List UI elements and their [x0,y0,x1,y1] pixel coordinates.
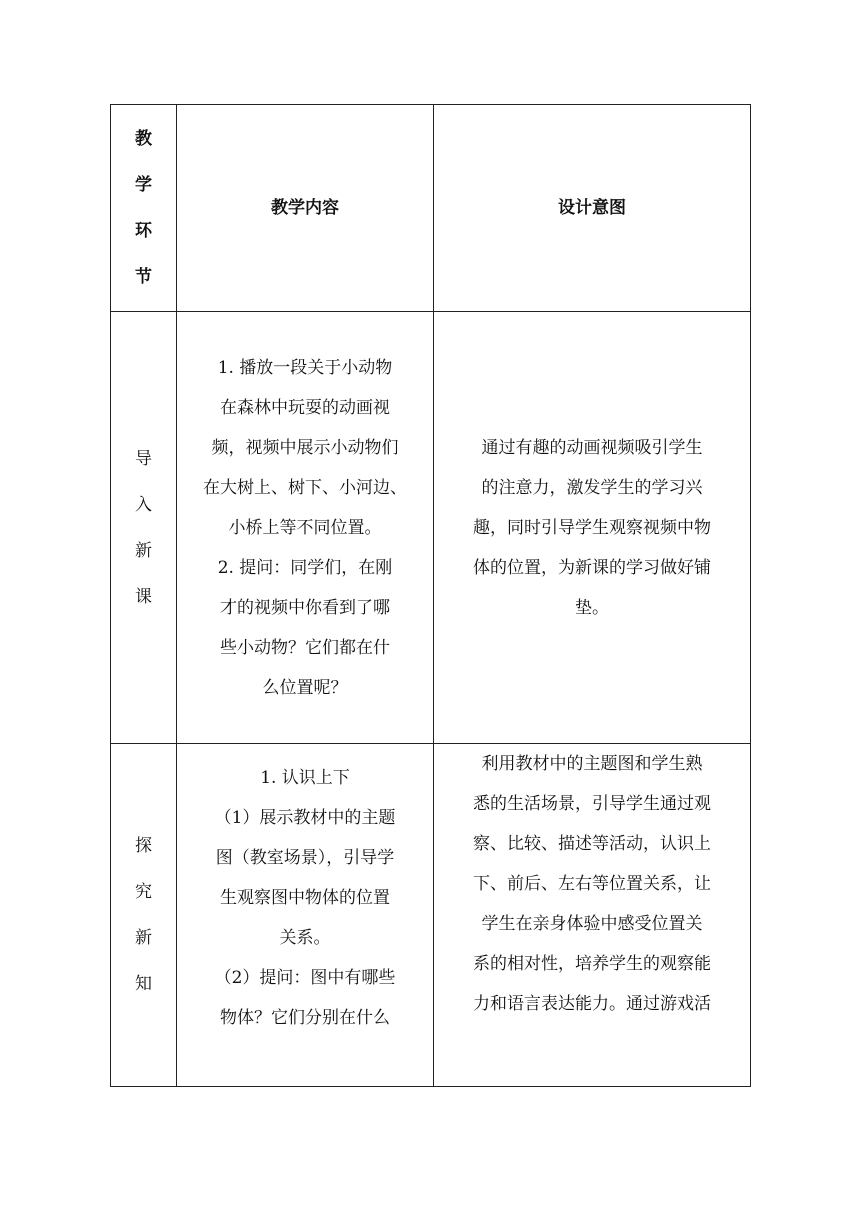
header-stage-char: 学 [135,175,152,195]
content-line: 频，视频中展示小动物们 [211,437,399,458]
intent-line: 垫。 [575,597,609,618]
content-line: 在森林中玩耍的动画视 [220,397,390,418]
header-intent-cell [434,105,751,312]
stage-char: 究 [135,882,152,902]
content-line: 些小动物？它们都在什 [220,637,390,658]
header-intent-label: 设计意图 [558,198,626,218]
content-line: 1. 认识上下 [260,768,350,788]
content-cell [177,744,434,1087]
header-content-cell [177,105,434,312]
intent-line: 通过有趣的动画视频吸引学生 [481,437,703,458]
content-line: 关系。 [279,928,331,948]
stage-label [111,436,176,620]
intent-text [434,428,750,628]
stage-label [111,823,176,1007]
stage-char: 课 [135,586,152,607]
stage-char: 新 [135,540,152,561]
intent-cell [434,744,751,1087]
stage-char: 导 [135,448,152,469]
intent-line: 的注意力，激发学生的学习兴 [481,477,703,498]
stage-cell [111,744,177,1087]
header-stage-char: 环 [135,221,152,241]
lesson-plan-table [110,104,751,1087]
header-stage-label [111,116,176,300]
stage-char: 新 [135,928,152,948]
stage-cell [111,312,177,744]
intent-line: 下、前后、左右等位置关系，让 [473,874,711,894]
header-stage-cell [111,105,177,312]
intent-text [434,744,750,1086]
header-content-label: 教学内容 [271,198,339,218]
stage-char: 知 [135,974,152,994]
intent-line: 利用教材中的主题图和学生熟 [481,754,703,774]
stage-char: 探 [135,836,152,856]
header-stage-char: 节 [135,267,152,287]
header-stage-char: 教 [135,129,152,149]
content-line: 图（教室场景），引导学 [215,848,395,868]
content-text [177,744,433,1086]
content-line: 2. 提问：同学们，在刚 [217,557,393,578]
intent-line: 学生在亲身体验中感受位置关 [481,914,703,934]
content-line: 才的视频中你看到了哪 [220,597,390,618]
content-line: 物体？它们分别在什么 [220,1008,390,1028]
intent-line: 悉的生活场景，引导学生通过观 [473,794,711,814]
intent-line: 力和语言表达能力。通过游戏活 [473,994,711,1014]
intent-cell [434,312,751,744]
intent-line: 系的相对性，培养学生的观察能 [473,954,711,974]
intent-line: 体的位置，为新课的学习做好铺 [473,557,711,578]
table-row [111,312,751,744]
content-line: （1）展示教材中的主题 [214,808,396,828]
content-line: 生观察图中物体的位置 [220,888,390,908]
content-line: （2）提问：图中有哪些 [214,968,396,988]
stage-char: 入 [135,494,152,515]
content-cell [177,312,434,744]
content-text [177,348,433,708]
content-line: 小桥上等不同位置。 [228,517,382,538]
table-row [111,744,751,1087]
intent-line: 趣，同时引导学生观察视频中物 [473,517,711,538]
content-line: 1. 播放一段关于小动物 [217,357,393,378]
content-line: 么位置呢？ [262,677,348,698]
content-line: 在大树上、树下、小河边、 [203,477,407,498]
intent-line: 察、比较、描述等活动，认识上 [473,834,711,854]
table-header-row [111,105,751,312]
